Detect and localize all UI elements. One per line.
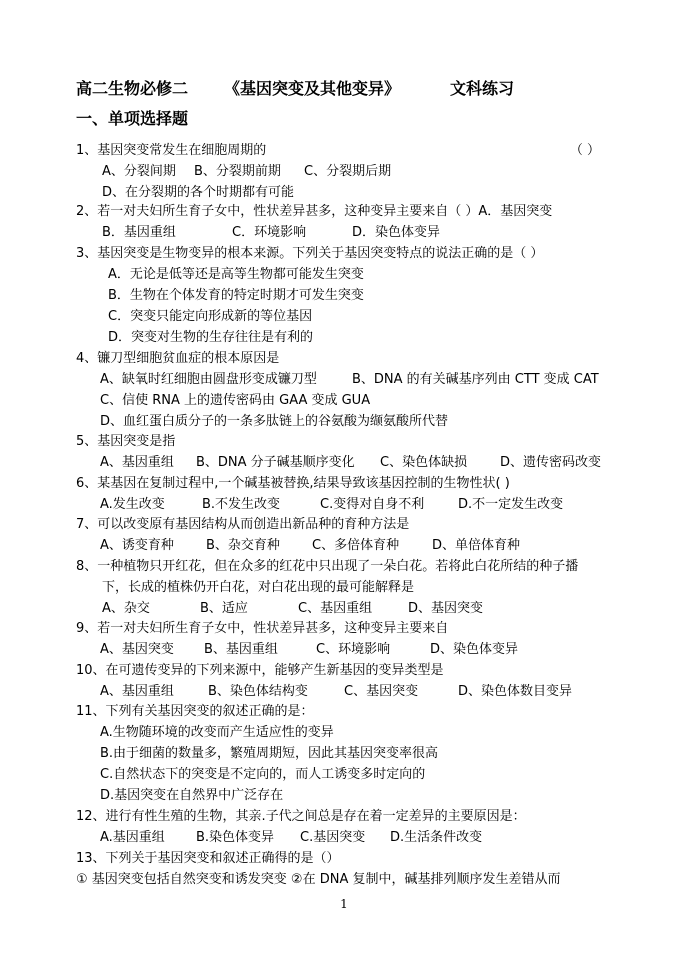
option-row — [76, 369, 626, 390]
document-title — [76, 76, 514, 99]
question-8 — [76, 556, 626, 619]
question-10 — [76, 660, 626, 702]
option-d: D．突变对生物的生存往往是有利的 — [108, 330, 314, 345]
question-stem: 6、某基因在复制过程中,一个碱基被替换,结果导致该基因控制的生物性状( ) — [76, 476, 510, 491]
option-b: B、DNA 的有关碱基序列由 CTT 变成 CAT — [352, 372, 599, 387]
option-a: A、杂交 — [102, 601, 150, 616]
question-11 — [76, 701, 626, 806]
option-a: A.基因重组 — [100, 830, 165, 845]
question-stem: 12、进行有性生殖的生物，其亲.子代之间总是存在着一定差异的主要原因是： — [76, 809, 526, 824]
option-b: B、DNA 分子碱基顺序变化 — [196, 455, 355, 470]
option-c: C、基因重组 — [298, 601, 373, 616]
question-stem: 10、在可遗传变异的下列来源中，能够产生新基因的变异类型是 — [76, 663, 444, 678]
option-a: A、基因重组 — [100, 684, 174, 699]
option-b: B、杂交育种 — [206, 538, 280, 553]
option-c: C．突变只能定向形成新的等位基因 — [108, 309, 313, 324]
question-stem: 2、若一对夫妇所生育子女中，性状差异甚多，这种变异主要来自（ ）A．基因突变 — [76, 204, 553, 219]
option-row — [76, 639, 626, 660]
option-b: B.不发生改变 — [202, 497, 281, 512]
option-row — [76, 535, 626, 556]
option-c: C.自然状态下的突变是不定向的，而人工诱变多时定向的 — [100, 767, 426, 782]
option-d: D、基因突变 — [408, 601, 484, 616]
option-c: C、信使 RNA 上的遗传密码由 GAA 变成 GUA — [100, 393, 371, 408]
option-b: B.由于细菌的数量多，繁殖周期短，因此其基因突变率很高 — [100, 746, 439, 761]
option-row — [76, 494, 626, 515]
question-stem-continued: ① 基因突变包括自然突变和诱发突变 ②在 DNA 复制中，碱基排列顺序发生差错从而 — [76, 872, 561, 887]
title-course: 高二生物必修二 — [76, 79, 189, 98]
option-c: C．环境影响 — [232, 225, 307, 240]
question-stem: 4、镰刀型细胞贫血症的根本原因是 — [76, 351, 280, 366]
option-a: A、基因突变 — [100, 642, 174, 657]
option-b: B．基因重组 — [102, 225, 176, 240]
question-stem: 8、一种植物只开红花，但在众多的红花中只出现了一朵白花。若将此白花所结的种子播 — [76, 559, 579, 574]
option-row — [76, 452, 626, 473]
question-12 — [76, 806, 626, 848]
option-d: D、在分裂期的各个时期都有可能 — [102, 185, 295, 200]
option-d: D.基因突变在自然界中广泛存在 — [100, 788, 284, 803]
question-stem: 7、可以改变原有基因结构从而创造出新品种的育种方法是 — [76, 517, 410, 532]
option-d: D、遗传密码改变 — [500, 455, 602, 470]
page-number: 1 — [340, 897, 348, 911]
question-stem-continued: 下，长成的植株仍开白花，对白花出现的最可能解释是 — [102, 580, 415, 595]
option-b: B．生物在个体发育的特定时期才可发生突变 — [108, 288, 364, 303]
option-c: C、分裂期后期 — [304, 164, 392, 179]
option-row — [76, 681, 626, 702]
title-chapter: 《基因突变及其他变异》 — [224, 79, 401, 98]
option-a: A、缺氧时红细胞由圆盘形变成镰刀型 — [100, 372, 317, 387]
question-6 — [76, 473, 626, 515]
question-stem: 9、若一对夫妇所生育子女中，性状差异甚多，这种变异主要来自 — [76, 621, 449, 636]
option-a: A.生物随环境的改变而产生适应性的变异 — [100, 725, 334, 740]
option-d: D.生活条件改变 — [390, 830, 483, 845]
question-1 — [76, 140, 626, 203]
section-heading: 一、单项选择题 — [76, 109, 189, 128]
option-c: C、基因突变 — [344, 684, 419, 699]
option-d: D、血红蛋白质分子的一条多肽链上的谷氨酸为缬氨酸所代替 — [100, 414, 449, 429]
question-9 — [76, 618, 626, 660]
option-a: A、诱变育种 — [100, 538, 174, 553]
option-c: C、环境影响 — [316, 642, 391, 657]
question-stem: 5、基因突变是指 — [76, 434, 176, 449]
option-d: D、染色体数目变异 — [458, 684, 573, 699]
question-stem: 13、下列关于基因突变和叙述正确得的是（） — [76, 851, 340, 866]
option-d: D、单倍体育种 — [432, 538, 521, 553]
option-row — [76, 598, 626, 619]
option-row — [76, 222, 626, 243]
option-c: C、多倍体育种 — [312, 538, 400, 553]
option-d: D、染色体变异 — [430, 642, 519, 657]
option-a: A、分裂间期 — [102, 164, 176, 179]
title-type: 文科练习 — [450, 79, 515, 98]
option-c: C、染色体缺损 — [380, 455, 468, 470]
question-7 — [76, 514, 626, 556]
question-4 — [76, 348, 626, 432]
option-row — [76, 161, 626, 182]
question-13 — [76, 848, 626, 890]
option-b: B、适应 — [200, 601, 248, 616]
question-stem: 1、基因突变常发生在细胞周期的 — [76, 143, 267, 158]
option-b: B、染色体结构变 — [208, 684, 308, 699]
question-stem: 3、基因突变是生物变异的根本来源。下列关于基因突变特点的说法正确的是（ ） — [76, 246, 544, 261]
option-b: B.染色体变异 — [196, 830, 275, 845]
option-c: C.变得对自身不利 — [320, 497, 425, 512]
question-stem: 11、下列有关基因突变的叙述正确的是： — [76, 704, 314, 719]
option-d: D.不一定发生改变 — [458, 497, 564, 512]
option-b: B、分裂期前期 — [194, 164, 281, 179]
option-d: D．染色体变异 — [352, 225, 441, 240]
option-a: A.发生改变 — [100, 497, 165, 512]
option-a: A．无论是低等还是高等生物都可能发生突变 — [108, 267, 364, 282]
answer-bracket: （ ） — [569, 143, 600, 158]
option-c: C.基因突变 — [300, 830, 366, 845]
question-5 — [76, 431, 626, 473]
question-3 — [76, 243, 626, 348]
question-2 — [76, 201, 626, 243]
option-a: A、基因重组 — [100, 455, 174, 470]
option-b: B、基因重组 — [204, 642, 278, 657]
option-row — [76, 827, 626, 848]
